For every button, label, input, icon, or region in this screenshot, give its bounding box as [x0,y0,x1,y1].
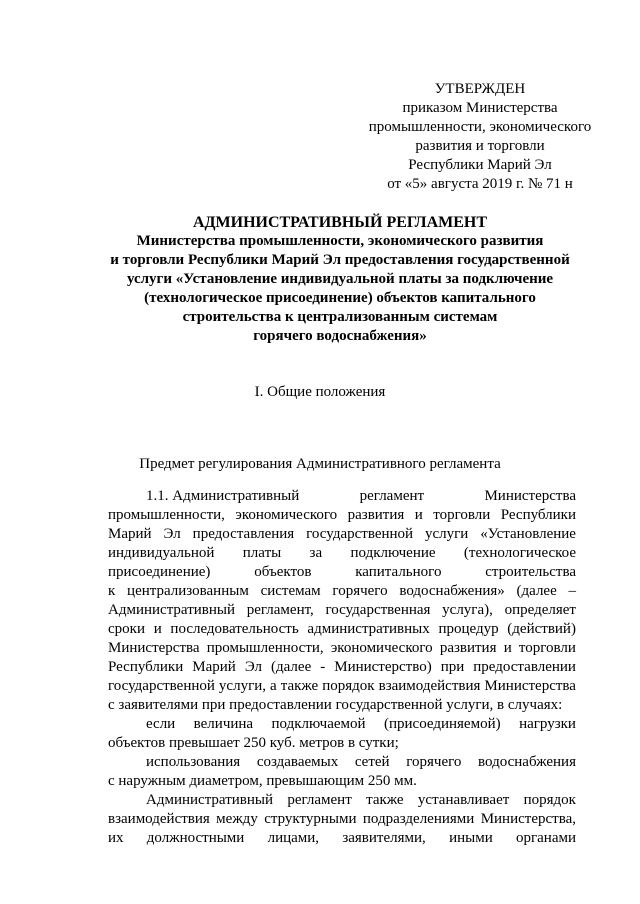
word: Марий [192,659,236,675]
title-line: строительства к централизованным системам [182,309,498,325]
word: Министерства [484,678,576,694]
word: процедур [438,621,499,637]
word: торговли [433,507,491,523]
paragraph-line [108,753,576,772]
word: централизованным [127,583,249,599]
word: (далее [516,583,557,599]
word: услуги, [218,678,266,694]
word: и [503,640,512,656]
title-main: АДМИНИСТРАТИВНЫЙ РЕГЛАМЕНТ [192,214,488,231]
word: также [366,792,404,808]
word: взаимодействия [378,678,481,694]
title-line: услуги «Установление индивидуальной платы за подключение [126,271,554,287]
word: государственная [325,602,431,618]
paragraph-line [108,582,576,601]
approval-line: Республики Марий Эл [408,157,552,173]
word: индивидуальной [108,545,215,561]
word: предоставлении [473,659,576,675]
word: Республики [500,507,576,523]
paragraph-line [108,487,576,506]
word: Министерства [108,640,200,656]
word: заявителями, [342,830,426,846]
paragraph-line [108,791,576,810]
word: органами [515,830,576,846]
paragraph-line [108,677,576,696]
word: лицами, [267,830,320,846]
word: предоставления [192,526,295,542]
word: нагрузки [519,716,576,732]
word: экономического [235,507,338,523]
word: Марий [108,526,152,542]
word: а [270,678,277,694]
paragraph-line [108,639,576,658]
word: платы [242,545,282,561]
paragraph-line [108,620,576,639]
paragraph-line [108,810,576,829]
word: развития [347,507,405,523]
word: промышленности, [206,640,324,656]
word: определяет [504,602,576,618]
word: - [320,659,326,675]
word: промышленности, [108,507,225,523]
word: и [414,507,423,523]
title-line: горячего водоснабжения» [253,328,427,344]
word: услуга), [442,602,493,618]
title-line: Министерства промышленности, экономического развития [136,233,544,249]
paragraph-line: с наружным диаметром, превышающим 250 мм. [108,773,417,789]
word: устанавливает [417,792,510,808]
word: государственной [108,678,215,694]
document-title [70,213,610,346]
word: присоединение) [108,564,211,580]
word: Республики [108,659,184,675]
word: (присоединяемой) [384,716,501,732]
word: (технологическое [463,545,576,561]
word: сетей [354,754,390,770]
word: административных [307,621,430,637]
word: между [216,811,258,827]
approval-line: приказом Министерства [402,100,558,116]
approval-heading: УТВЕРЖДЕН [434,81,526,97]
paragraph-line [108,525,576,544]
word: также [280,678,319,694]
word: капитального [355,564,442,580]
word: водоснабжения» [399,583,505,599]
word: при [440,659,465,675]
word: Административный [108,602,236,618]
word: системам [260,583,321,599]
word: последовательность [170,621,299,637]
word: (далее [271,659,312,675]
word: «Установление [480,526,576,542]
word: государственной [306,526,414,542]
word: порядок [322,678,375,694]
paragraph-line [108,506,576,525]
paragraph-line [108,563,576,582]
title-line: (технологическое присоединение) объектов капитального [144,290,536,306]
word: Эл [163,526,181,542]
paragraph-line [108,715,576,734]
approval-line: развития и торговли [415,138,545,154]
word: создаваемых [256,754,339,770]
paragraph-line [108,601,576,620]
word: сроки [108,621,145,637]
word: использования [146,754,241,770]
word: Министерства, [480,811,576,827]
word: развития [439,640,497,656]
word: Административный [146,792,274,808]
section-heading: I. Общие положения [254,384,386,400]
word: взаимодействия [108,811,210,827]
word: их [108,830,124,846]
word: услуги [425,526,469,542]
title-line: и торговли Республики Марий Эл предоставления государственной [110,252,570,268]
body-text [108,487,576,848]
word: за [309,545,323,561]
paragraph-line [108,658,576,677]
word: горячего [332,583,388,599]
subsection-heading: Предмет регулирования Административного регламента [139,456,501,472]
word: (действий) [507,621,576,637]
word: торговли [518,640,576,656]
word: объектов [254,564,312,580]
word: Эл [244,659,263,675]
word: величина [193,716,254,732]
word: регламент [287,792,352,808]
word: должностными [146,830,245,846]
paragraph-line: с заявителями при предоставлении государственной услуги, в случаях: [108,697,563,713]
word: иными [449,830,493,846]
word: Министерство) [334,659,432,675]
word: – [568,583,576,599]
word: к [108,583,116,599]
paragraph-line: объектов превышает 250 куб. метров в сутки; [108,735,399,751]
word: Министерства [484,488,576,504]
word: водоснабжения [478,754,576,770]
word: горячего [406,754,462,770]
word: и [153,621,162,637]
word: подразделениями [362,811,475,827]
word: экономического [330,640,433,656]
paragraph-line [108,544,576,563]
approval-line: промышленности, экономического [368,119,592,135]
word: 1.1. Административный [146,488,300,504]
word: подключаемой [271,716,366,732]
word: подключение [350,545,436,561]
word: регламент, [246,602,314,618]
approval-stamp [330,80,630,194]
word: порядок [523,792,576,808]
word: если [146,716,176,732]
word: структурными [264,811,357,827]
approval-date: от «5» августа 2019 г. № 71 н [387,176,573,192]
word: регламент [359,488,425,504]
word: строительства [485,564,576,580]
paragraph-line [108,829,576,848]
